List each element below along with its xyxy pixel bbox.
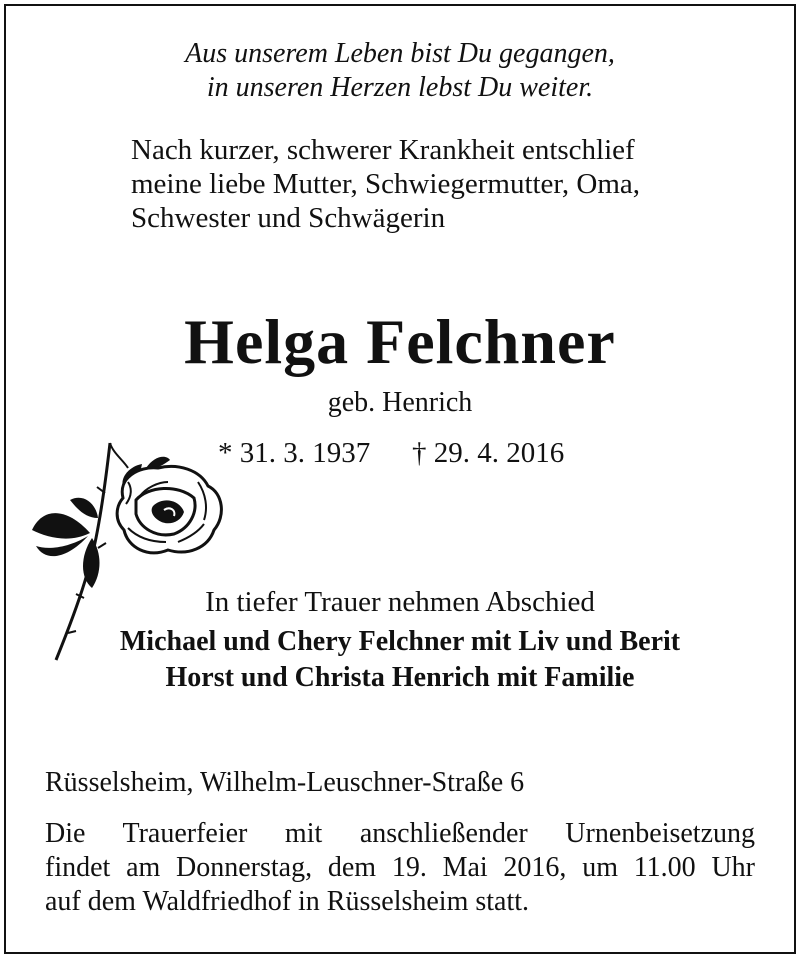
motto-line-1: Aus unserem Leben bist Du gegangen, bbox=[185, 38, 615, 69]
birth-date: * 31. 3. 1937 bbox=[218, 437, 371, 469]
death-date: † 29. 4. 2016 bbox=[412, 437, 565, 469]
mourners-family-2: Horst und Christa Henrich mit Familie bbox=[165, 662, 635, 693]
birth-name: geb. Henrich bbox=[327, 387, 473, 418]
ceremony-line-2: findet am Donnerstag, dem 19. Mai 2016, um 11.00 Uhr bbox=[45, 852, 755, 883]
address: Rüsselsheim, Wilhelm-Leuschner-Straße 6 bbox=[45, 767, 525, 798]
deceased-name: Helga Felchner bbox=[184, 306, 616, 377]
ceremony-line-1: Die Trauerfeier mit anschließender Urnenbeisetzung bbox=[45, 818, 755, 849]
motto-line-2: in unseren Herzen lebst Du weiter. bbox=[206, 72, 594, 103]
intro-line-2: meine liebe Mutter, Schwiegermutter, Oma, bbox=[131, 168, 641, 200]
intro-line-3: Schwester und Schwägerin bbox=[131, 202, 446, 234]
mourners-family-1: Michael und Chery Felchner mit Liv und Berit bbox=[119, 626, 681, 657]
intro-line-1: Nach kurzer, schwerer Krankheit entschlief bbox=[131, 134, 635, 166]
ceremony-line-3: auf dem Waldfriedhof in Rüsselsheim statt. bbox=[45, 886, 530, 917]
mourners-heading: In tiefer Trauer nehmen Abschied bbox=[205, 586, 595, 618]
